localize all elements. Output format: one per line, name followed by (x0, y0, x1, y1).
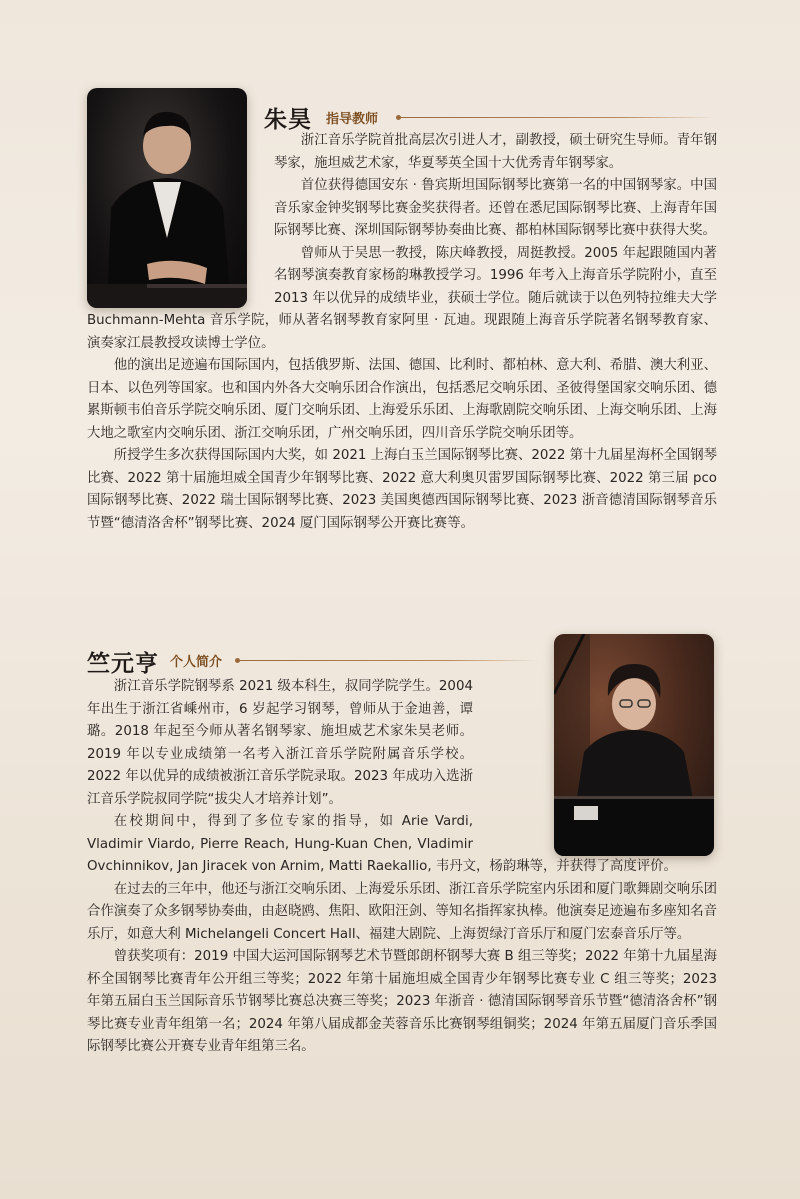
bio-paragraph: 浙江音乐学院首批高层次引进人才，副教授，硕士研究生导师。青年钢琴家，施坦威艺术家，华夏琴英全国十大优秀青年钢琴家。 (274, 133, 717, 171)
section-divider-line (238, 660, 538, 661)
bio-paragraph: 在过去的三年中，他还与浙江交响乐团、上海爱乐乐团、浙江音乐学院室内乐团和厦门歌舞剧交响乐团合作演奏了众多钢琴协奏曲，由赵晓鸥、焦阳、欧阳汪剑、等知名指挥家执棒。他演奏足迹遍布多座知名音乐厅，如意大利 Michelangeli Concert Hall、福建大剧院、上海贺绿汀音乐厅和厦门宏泰音乐厅等。 (87, 881, 717, 942)
student-role-label: 个人简介 (170, 655, 223, 670)
teacher-role-label: 指导教师 (326, 112, 379, 127)
bio-paragraph: 曾师从于吴思一教授，陈庆峰教授，周挺教授。2005 年起跟随国内著名钢琴演奏教育家杨韵琳教授学习。1996 年考入上海音乐学院附小，直至 2013 年以优异的成绩毕业，获硕士学位。随后就读于以色列特拉维夫大学 Buchmann-Mehta 音乐学院，师从著名钢琴教育家阿里 · 瓦迪。现跟随上海音乐学院著名钢琴教育家、演奏家江晨教授攻读博士学位。 (87, 245, 717, 351)
student-bio (87, 676, 717, 1059)
student-name: 竺元亨 (87, 650, 159, 677)
bio-paragraph: 曾获奖项有：2019 中国大运河国际钢琴艺术节暨郎朗杯钢琴大赛 B 组三等奖；2022 年第十九届星海杯全国钢琴比赛青年公开组三等奖；2022 年第十届施坦威全国青少年钢琴比赛专业 C 组三等奖；2023 年第五届白玉兰国际音乐节钢琴比赛总决赛三等奖；2023 年浙音 · 德清国际钢琴音乐节暨“德清洛舍杯”钢琴比赛专业青年组第一名；2024 年第八届成都金芙蓉音乐比赛钢琴组铜奖；2024 年第五届厦门音乐季国际钢琴比赛公开赛专业青年组第三名。 (87, 949, 718, 1054)
bio-paragraph: 所授学生多次获得国际国内大奖，如 2021 上海白玉兰国际钢琴比赛、2022 第十九届星海杯全国钢琴比赛、2022 第十届施坦威全国青少年钢琴比赛、2022 意大利奥贝雷罗国际钢琴比赛、2022 第三届 pco 国际钢琴比赛、2022 瑞士国际钢琴比赛、2023 美国奥德西国际钢琴比赛、2023 浙音德清国际钢琴音乐节暨“德清洛舍杯”钢琴比赛、2024 厦门国际钢琴公开赛比赛等。 (87, 448, 717, 531)
section-divider-line (399, 117, 717, 118)
teacher-bio (87, 130, 717, 535)
bio-paragraph: 在校期间中，得到了多位专家的指导，如 Arie Vardi, Vladimir Viardo, Pierre Reach, Hung-Kuan Chen, Vladimir Ovchinnikov, Jan Jiracek von Arnim, Matti Raekallio, 韦丹文，杨韵琳等，并获得了高度评价。 (87, 814, 677, 874)
bio-paragraph: 首位获得德国安东 · 鲁宾斯坦国际钢琴比赛第一名的中国钢琴家。中国音乐家金钟奖钢琴比赛金奖获得者。还曾在悉尼国际钢琴比赛、上海青年国际钢琴比赛、深圳国际钢琴协奏曲比赛、都柏林国际钢琴比赛中获得大奖。 (274, 178, 717, 238)
teacher-name: 朱昊 (264, 106, 312, 133)
bio-paragraph: 浙江音乐学院钢琴系 2021 级本科生，叔同学院学生。2004 年出生于浙江省嵊州市，6 岁起学习钢琴，曾师从于金迪善，谭璐。2018 年起至今师从著名钢琴家、施坦威艺术家朱昊老师。2019 年以专业成绩第一名考入浙江音乐学院附属音乐学校。2022 年以优异的成绩被浙江音乐学院录取。2023 年成功入选浙江音乐学院叔同学院“拔尖人才培养计划”。 (87, 679, 473, 807)
bio-paragraph: 他的演出足迹遍布国际国内，包括俄罗斯、法国、德国、比利时、都柏林、意大利、希腊、澳大利亚、日本、以色列等国家。也和国内外各大交响乐团合作演出，包括悉尼交响乐团、圣彼得堡国家交响乐团、德累斯顿韦伯音乐学院交响乐团、厦门交响乐团、上海爱乐乐团、上海歌剧院交响乐团、上海交响乐团、上海大地之歌室内交响乐团、浙江交响乐团，广州交响乐团，四川音乐学院交响乐团等。 (87, 358, 717, 441)
